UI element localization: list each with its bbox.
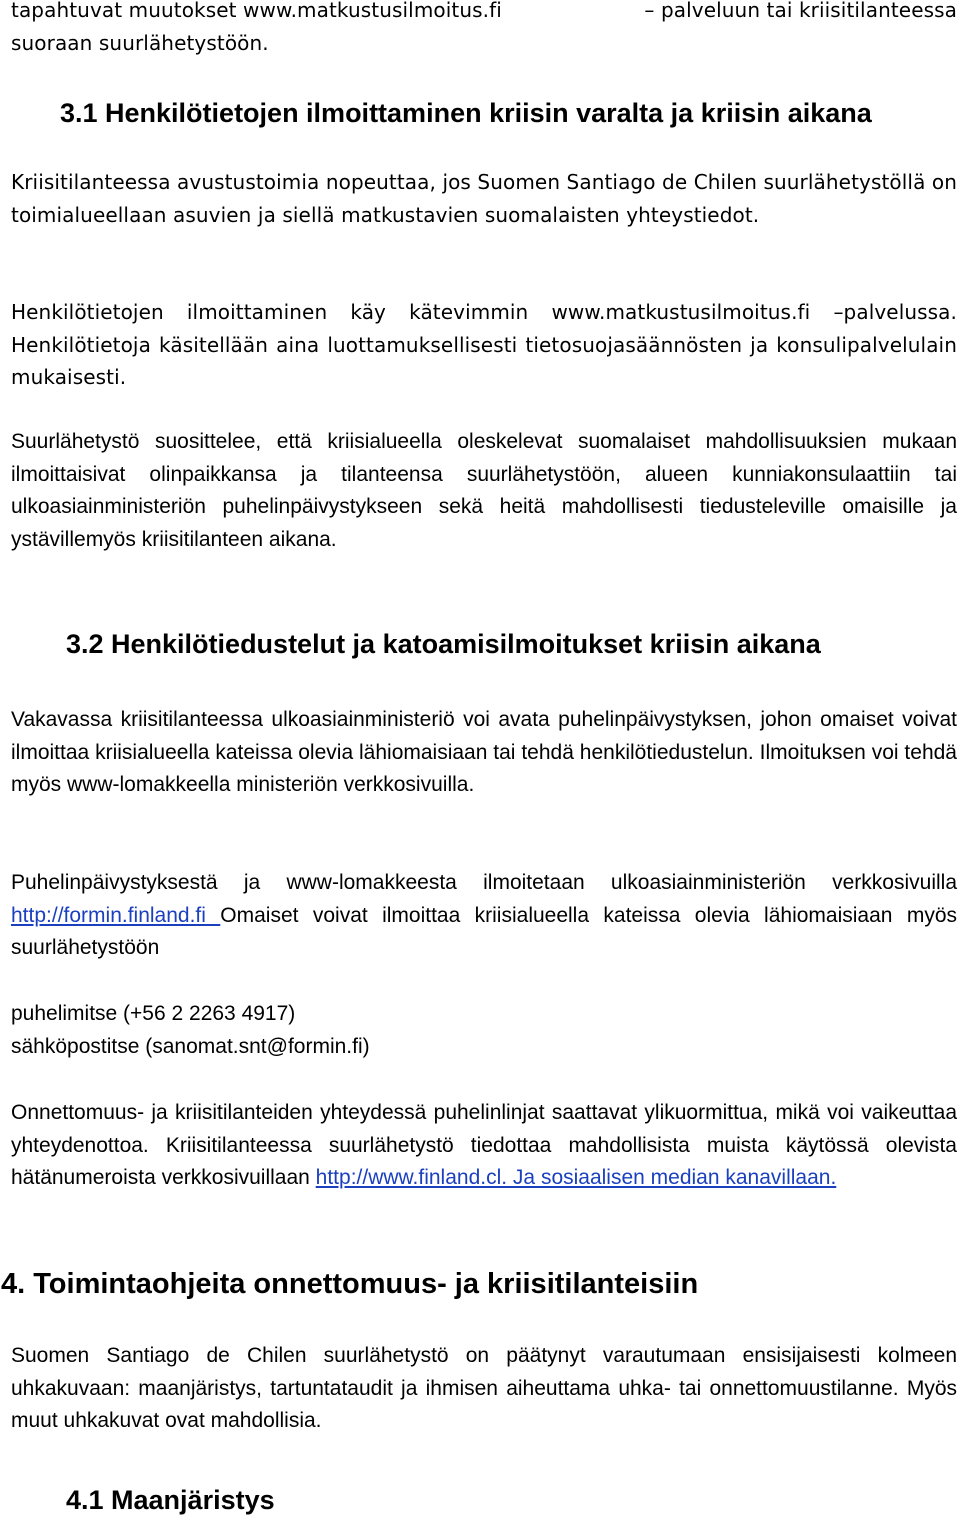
section-3-1-paragraph-2: Henkilötietojen ilmoittaminen käy kätevimmin www.matkustusilmoitus.fi –palvelussa. Henkilötietoja käsitellään aina luottamuksellisesti tietosuojasäännösten ja konsulipalvelulain mukaisesti. bbox=[11, 300, 957, 389]
section-4-paragraph-1: Suomen Santiago de Chilen suurlähetystö on päätynyt varautumaan ensisijaisesti kolmeen uhkakuvaan: maanjäristys, tartuntataudit ja ihmisen aiheuttama uhka- tai onnettomuustilanne. Myös muut uhkakuvat ovat mahdollisia. bbox=[11, 1344, 957, 1432]
section-3-2-paragraph-2-text: Puhelinpäivystyksestä ja www-lomakkeesta ilmoitetaan ulkoasiainministeriön verkkosivuilla bbox=[11, 871, 957, 894]
top-line-1-right: – palveluun tai kriisitilanteessa bbox=[644, 0, 957, 22]
section-3-1-paragraph-3: Suurlähetystö suosittelee, että kriisialueella oleskelevat suomalaiset mahdollisuuksien mukaan ilmoittaisivat olinpaikkansa ja tilanteensa suurlähetystöön, alueen kunniakonsulaattiin tai ulkoasiainministeriön puhelinpäivystykseen sekä heitä mahdollisesti tiedusteleville omaisille ja ystävillemyös kriisitilanteen aikana. bbox=[11, 430, 957, 551]
section-3-2-paragraph-3-text: Onnettomuus- ja kriisitilanteiden yhteydessä puhelinlinjat saattavat ylikuormittua, mikä voi vaikeuttaa yhteydenottoa. Kriisitilanteessa suurlähetystö tiedottaa mahdollisista muista käytössä olevista hätänumeroista verkkosivuillaan bbox=[11, 1101, 957, 1189]
section-3-2-paragraph-1: Vakavassa kriisitilanteessa ulkoasiainministeriö voi avata puhelinpäivystyksen, johon omaiset voivat ilmoittaa kriisialueella kateissa olevia lähiomaisiaan tai tehdä henkilötiedustelun. Ilmoituksen voi tehdä myös www-lomakkeella ministeriön verkkosivuilla. bbox=[11, 708, 957, 796]
phone-line: puhelimitse (+56 2 2263 4917) bbox=[11, 1002, 296, 1025]
formin-link[interactable]: http://formin.finland.fi bbox=[11, 903, 221, 927]
section-3-1-paragraph-1: Kriisitilanteessa avustustoimia nopeuttaa, jos Suomen Santiago de Chilen suurlähetystöllä on toimialueellaan asuvien ja siellä matkustavien suomalaisten yhteystiedot. bbox=[11, 170, 957, 227]
top-continuation bbox=[11, 0, 957, 60]
section-3-2-paragraph-2 bbox=[11, 867, 957, 965]
finland-cl-link[interactable]: http://www.finland.cl. Ja sosiaalisen median kanavillaan. bbox=[315, 1166, 837, 1189]
top-line-1-left: tapahtuvat muutokset www.matkustusilmoitus.fi bbox=[11, 0, 502, 22]
section-3-1-heading: 3.1 Henkilötietojen ilmoittaminen kriisin varalta ja kriisin aikana bbox=[60, 98, 872, 128]
section-4-heading: 4. Toimintaohjeita onnettomuus- ja kriisitilanteisiin bbox=[1, 1268, 699, 1300]
section-4-1-heading: 4.1 Maanjäristys bbox=[66, 1485, 275, 1515]
email-line: sähköpostitse (sanomat.snt@formin.fi) bbox=[11, 1035, 370, 1058]
section-3-2-paragraph-2-after: Omaiset voivat ilmoittaa kriisialueella kateissa olevia lähiomaisiaan myös suurlähetystöön bbox=[11, 903, 957, 959]
top-line-1 bbox=[11, 0, 957, 27]
top-line-2: suoraan suurlähetystöön. bbox=[11, 30, 269, 55]
section-3-2-heading: 3.2 Henkilötiedustelut ja katoamisilmoitukset kriisin aikana bbox=[66, 629, 821, 659]
section-3-2-paragraph-3 bbox=[11, 1097, 957, 1195]
